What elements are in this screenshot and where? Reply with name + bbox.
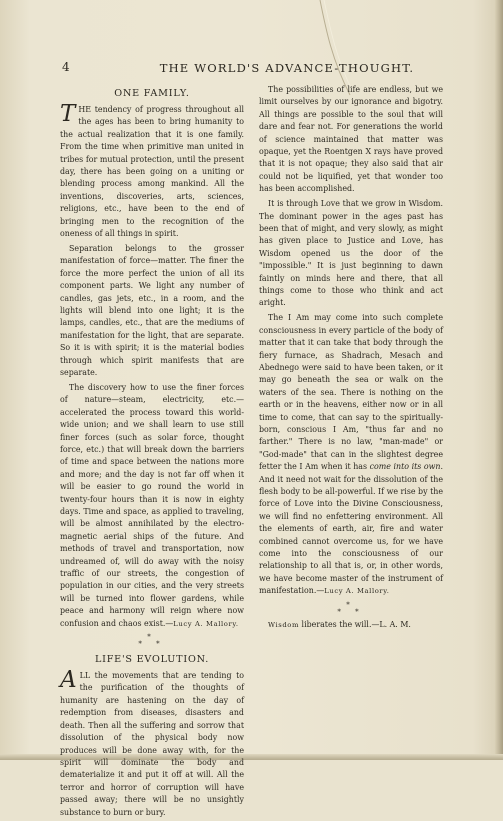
ornament-star-right: * — [156, 640, 166, 649]
article-two-paragraph-4-text-a: The I Am may come into such complete consciousness in every particle of the body of matter that it can take that body through the fiery furnace, as Shadrach, Mesach and Abednego were said to have been taken, or it may go beneath the sea or walk on the waters of the sea. There is nothing on the earth or in the heavens, either now or in all time to come, that can say to the spiritually-born, conscious I Am, "thus far and no farther." There is no law, "man-made" or "God-made" that can in the slightest degree fetter the I Am when it has — [259, 313, 443, 472]
left-column — [60, 88, 244, 821]
section-ornament — [60, 634, 244, 648]
article-one-paragraph-3-text: The discovery how to use the finer forces of nature—steam, electricity, etc.—accelerated the process toward this world-wide union; and we shall learn to use still finer forces (such as solar force, thought force, etc.) that will break down the barriers of time and space between the nations more and more; and the day is not far off when it will be easier to go round the world in twenty-four hours than it is now in eighty days. Time and space, as applied to traveling, will be almost annihilated by the electro-magnetic aerial ships of the future. And methods of travel and transportation, now undreamed of, will do away with the noisy traffic of our streets, the congestion of population in our cities, and the very streets will be turned into flower gardens, while peace and harmony will reign where now confusion and chaos exist. — [60, 382, 244, 628]
ornament-star-top: * — [147, 633, 157, 642]
article-one-paragraph-3 — [60, 382, 244, 630]
right-column — [259, 84, 443, 634]
article-one-paragraph-2: Separation belongs to the grosser manifestation of force—matter. The finer the force the more perfect the union of all its component parts. We light any number of candles, gas jets, etc., in a room, and the lights will blend into one light; it is the lamps, candles, etc., that are the mediums of manifestation for the light, that are separate. So it is with spirit; it is the material bodies through which spirit manifests that are separate. — [60, 243, 244, 378]
article-two-emphasis: come into its own. — [369, 462, 443, 472]
drop-cap-t: T — [60, 101, 76, 127]
drop-cap-a: A — [60, 667, 77, 694]
page-number: 4 — [62, 60, 71, 74]
dash-separator-2: — — [316, 586, 325, 596]
article-two-title: LIFE'S EVOLUTION. — [94, 654, 210, 666]
ornament-star-right-2: * — [355, 607, 365, 616]
ornament-star-row-2 — [259, 609, 443, 616]
ornament-star-top-2: * — [346, 600, 356, 609]
section-ornament-2 — [259, 602, 443, 616]
page-header — [62, 60, 442, 78]
running-title: THE WORLD'S ADVANCE-THOUGHT. — [159, 61, 415, 75]
epigram-signature: L. A. M. — [379, 619, 411, 629]
article-one-title: ONE FAMILY. — [114, 88, 190, 99]
article-two-paragraph-4-text-b: And it need not wait for the dissolution of the flesh body to be all-powerful. If we rise by the force of Love into the Divine Consciousness, we will find no enfettering environment. All the elements of earth, air, fire and water combined cannot overcome us, for we have come into the consciousness of our relationship to all that is, or, in other words, we have become master of the instrument of manifestation. — [259, 474, 443, 596]
dash-separator: — — [165, 618, 174, 628]
ornament-star-row — [60, 641, 244, 648]
epigram-lead-word: Wisdom — [268, 620, 300, 629]
article-two-paragraph-2: The possibilities of life are endless, but we limit ourselves by our ignorance and bigotry. All things are possible to the soul that will dare and fear not. For generations the world of science maintained that matter was opaque, yet the Roentgen X rays have proved that it is not opaque; they also said that air could not be liquified, yet that wonder too has been accomplished. — [259, 85, 443, 194]
article-two-paragraph-1 — [60, 667, 244, 819]
epigram — [259, 619, 443, 631]
article-two-paragraph-4 — [259, 312, 443, 597]
article-one-paragraph-1 — [60, 101, 244, 240]
article-two-paragraph-3: It is through Love that we grow in Wisdom. The dominant power in the ages past has been that of might, and very slowly, as might has given place to Justice and Love, has Wisdom opened us the door of the "impossible." It is just beginning to dawn faintly on minds here and there, that all things come to those who think and act aright. — [259, 199, 443, 308]
article-one-paragraph-1-text: HE tendency of progress throughout all the ages has been to bring humanity to the actual realization that it is one family. From the time when primitive man united in tribes for mutual protection, until the present day, there has been going on a uniting or blending process among mankind. All the inventions, discoveries, arts, sciences, religions, etc., have been to the end of bringing men to the recognition of the oneness of all things in spirit. — [60, 105, 244, 239]
paper-fold-crease — [318, 0, 352, 95]
article-one-signature: Lucy A. Mallory. — [173, 619, 239, 628]
ornament-star-left-2: * — [337, 607, 347, 616]
article-two-paragraph-1-text: LL the movements that are tending to the purification of the thoughts of humanity are hastening on the day of redemption from diseases, disasters and death. Then all the suffering and sorrow that dissolution of the physical body now produces will be done away with, for the spirit will dominate the body and dematerialize it and put it off at will. All the terror and horror of corruption will have passed away; there will be no unsightly substance to burn or bury. — [60, 671, 244, 817]
article-two-signature: Lucy A. Mallory. — [324, 587, 390, 596]
dash-separator-3: — — [371, 619, 380, 629]
epigram-text: liberates the will. — [301, 619, 372, 629]
ornament-star-left: * — [138, 640, 148, 649]
page-edge-shadow — [495, 0, 503, 760]
